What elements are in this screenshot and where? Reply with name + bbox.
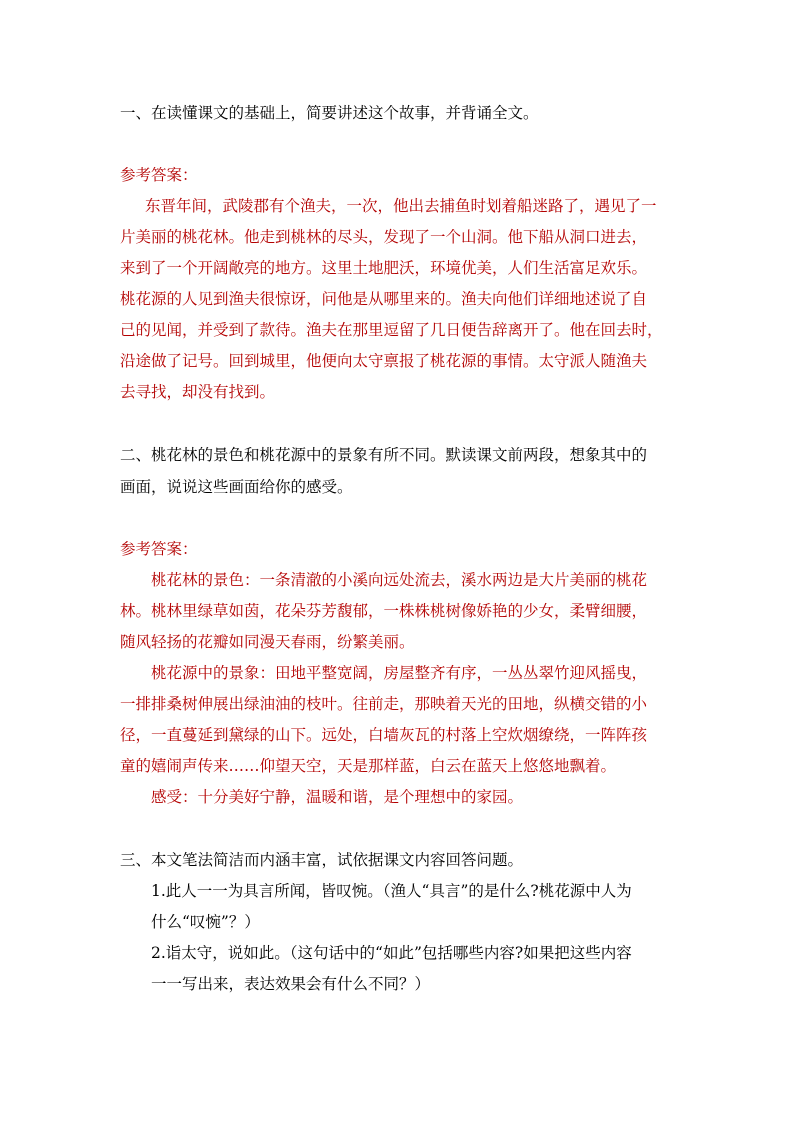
question-3-sub-line: 1.此人一一为具言所闻，皆叹惋。（渔人“具言”的是什么?桃花源中人为 <box>151 882 632 900</box>
question-3-sub-line: 什么“叹惋”？） <box>151 913 260 931</box>
answer-2-line: 一排排桑树伸展出绿油油的枝叶。往前走，那映着天光的田地，纵横交错的小 <box>120 695 648 713</box>
answer-1-line: 己的见闻，并受到了款待。渔夫在那里逗留了几日便告辞离开了。他在回去时， <box>120 321 663 339</box>
answer-1-line: 东晋年间，武陵郡有个渔夫，一次，他出去捕鱼时划着船迷路了，遇见了一 <box>145 197 657 215</box>
answer-1-line: 片美丽的桃花林。他走到桃林的尽头，发现了一个山洞。他下船从洞口进去， <box>120 228 648 246</box>
question-2-line: 画面，说说这些画面给你的感受。 <box>120 478 353 496</box>
answer-2-line: 童的嬉闹声传来……仰望天空，天是那样蓝，白云在蓝天上悠悠地飘着。 <box>120 757 617 775</box>
answer-2-line: 感受：十分美好宁静，温暖和谐，是个理想中的家园。 <box>151 788 524 806</box>
answer-label-1: 参考答案： <box>120 166 198 184</box>
answer-2-line: 桃花源中的景象：田地平整宽阔，房屋整齐有序，一丛丛翠竹迎风摇曳， <box>151 664 648 682</box>
answer-2-line: 桃花林的景色：一条清澈的小溪向远处流去，溪水两边是大片美丽的桃花 <box>151 571 648 589</box>
answer-2-line: 林。桃林里绿草如茵，花朵芬芳馥郁，一株株桃树像娇艳的少女，柔臂细腰， <box>120 602 648 620</box>
answer-2-line: 随风轻扬的花瓣如同漫天春雨，纷繁美丽。 <box>120 633 415 651</box>
question-1: 一、在读懂课文的基础上，简要讲述这个故事，并背诵全文。 <box>120 104 539 122</box>
answer-1-line: 去寻找，却没有找到。 <box>120 383 276 401</box>
question-3: 三、本文笔法简洁而内涵丰富，试依据课文内容回答问题。 <box>120 851 524 869</box>
question-3-sub-line: 一一写出来，表达效果会有什么不同？） <box>151 975 431 993</box>
answer-1-line: 桃花源的人见到渔夫很惊讶，问他是从哪里来的。渔夫向他们详细地述说了自 <box>120 290 648 308</box>
answer-1-line: 沿途做了记号。回到城里，他便向太守禀报了桃花源的事情。太守派人随渔夫 <box>120 352 648 370</box>
answer-1-line: 来到了一个开阔敞亮的地方。这里土地肥沃，环境优美，人们生活富足欢乐。 <box>120 259 648 277</box>
question-2-line: 二、桃花林的景色和桃花源中的景象有所不同。默读课文前两段，想象其中的 <box>120 446 648 464</box>
answer-2-line: 径，一直蔓延到黛绿的山下。远处，白墙灰瓦的村落上空炊烟缭绕，一阵阵孩 <box>120 726 648 744</box>
answer-label-2: 参考答案： <box>120 540 198 558</box>
question-3-sub-line: 2.诣太守，说如此。（这句话中的“如此”包括哪些内容?如果把这些内容 <box>151 944 632 962</box>
